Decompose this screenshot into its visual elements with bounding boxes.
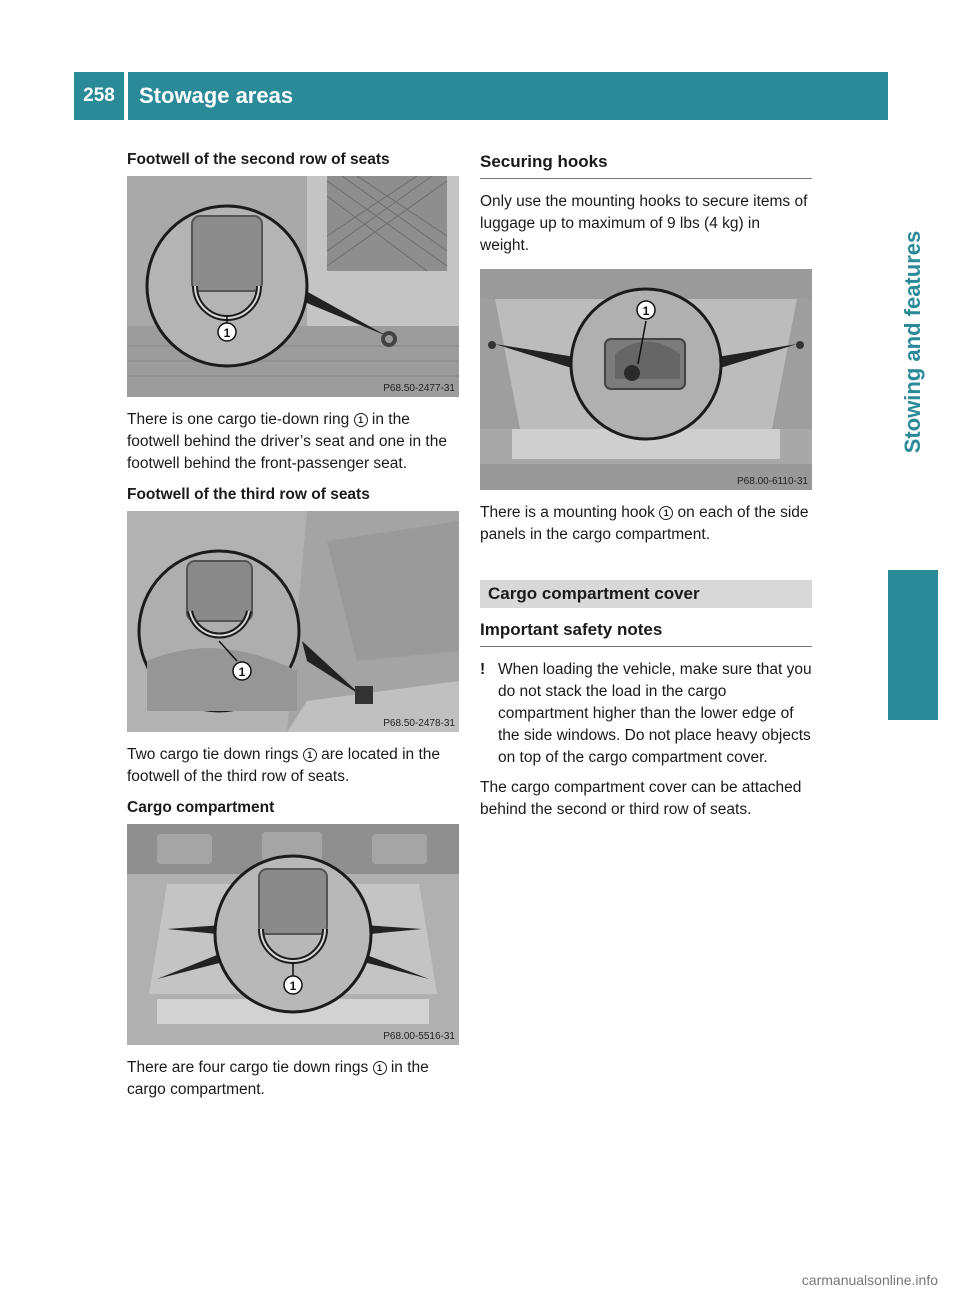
figure-callout-number: 1	[642, 304, 650, 318]
subsection-heading-safety-notes: Important safety notes	[480, 618, 812, 647]
callout-marker: 1	[303, 748, 317, 762]
callout-marker: 1	[659, 506, 673, 520]
paragraph-text: There is a mounting hook	[480, 504, 655, 521]
figure-code: P68.00-5516-31	[383, 1031, 455, 1042]
figure-third-row-footwell	[127, 511, 459, 732]
section-heading-second-row: Footwell of the second row of seats	[127, 151, 390, 168]
figure-code: P68.00-6110-31	[737, 476, 808, 487]
paragraph-cover-attachment: The cargo compartment cover can be attached behind the second or third row of seats.	[480, 779, 802, 818]
paragraph-second-row	[127, 409, 459, 475]
side-tab-label	[888, 122, 938, 562]
paragraph-text: There is one cargo tie-down ring	[127, 411, 350, 428]
figure-code: P68.50-2477-31	[383, 383, 455, 394]
section-heading-third-row: Footwell of the third row of seats	[127, 486, 370, 503]
paragraph-text: Two cargo tie down rings	[127, 746, 299, 763]
section-heading-securing-hooks: Securing hooks	[480, 150, 812, 179]
left-column	[127, 150, 459, 1101]
paragraph-third-row	[127, 744, 459, 788]
figure-code: P68.50-2478-31	[383, 718, 455, 729]
paragraph-hooks-intro: Only use the mounting hooks to secure items of luggage up to maximum of 9 lbs (4 kg) in weight.	[480, 193, 808, 254]
footer-watermark: carmanualsonline.info	[801, 1272, 938, 1288]
page-number: 258	[74, 72, 124, 120]
figure-securing-hooks	[480, 269, 812, 490]
figure-second-row-footwell	[127, 176, 459, 397]
callout-marker: 1	[354, 413, 368, 427]
figure-callout-number: 1	[238, 665, 246, 679]
section-heading-cargo-cover: Cargo compartment cover	[480, 580, 812, 608]
warning-note-text: When loading the vehicle, make sure that you do not stack the load in the cargo compartment higher than the lower edge of the side windows. Do not place heavy objects on top of the cargo compartment cover.	[498, 661, 812, 766]
paragraph-text: in the footwell behind the driver’s seat and one in the footwell behind the front-passenger seat.	[127, 411, 447, 472]
side-tab-text: Stowing and features	[900, 230, 926, 454]
figure-cargo-compartment	[127, 824, 459, 1045]
warning-mark-icon: !	[480, 661, 486, 678]
paragraph-text: are located in the footwell of the third row of seats.	[127, 746, 440, 785]
paragraph-mounting-hook	[480, 502, 812, 546]
paragraph-text: There are four cargo tie down rings	[127, 1059, 369, 1076]
figure-callout-number: 1	[223, 326, 231, 340]
callout-marker: 1	[373, 1061, 387, 1075]
section-heading-cargo-compartment: Cargo compartment	[127, 799, 275, 816]
warning-note	[480, 659, 812, 769]
paragraph-cargo-compartment	[127, 1057, 459, 1101]
paragraph-text: in the cargo compartment.	[127, 1059, 429, 1098]
right-column	[480, 150, 812, 821]
page-title: Stowage areas	[128, 72, 888, 120]
paragraph-text: on each of the side panels in the cargo compartment.	[480, 504, 809, 543]
side-tab-block	[888, 570, 938, 720]
figure-callout-number: 1	[289, 979, 297, 993]
